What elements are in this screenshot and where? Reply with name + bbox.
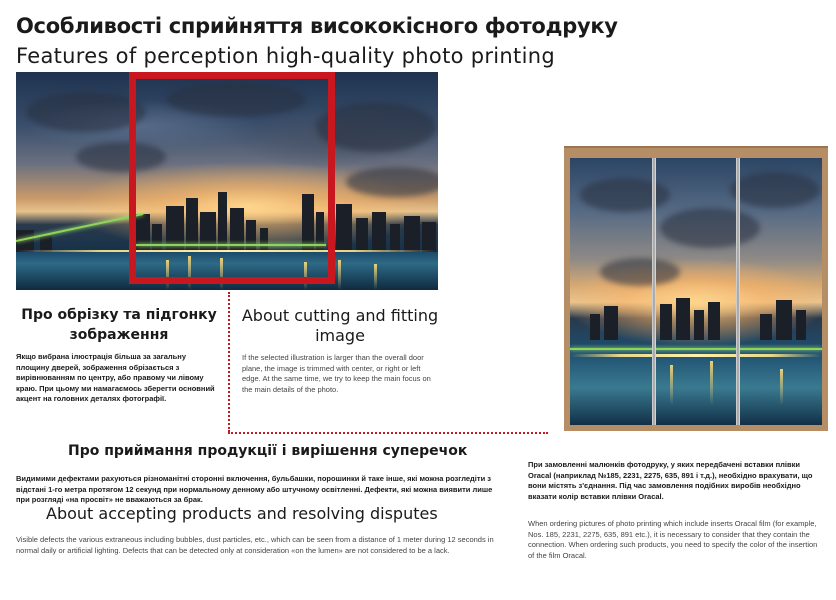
cutting-text-en: If the selected illustration is larger than the overall door plane, the image is trimmed with center, or right or left edge. At the same time, we try to keep the main focus on the main details of the photo. [242,353,431,394]
crop-frame [129,72,335,284]
accepting-heading-ua: Про приймання продукції і вирішення суперечок [68,443,468,459]
cutting-text-ua: Якщо вибрана ілюстрація більша за загальну площину дверей, зображення обрізається з вирівнюванням по центру, або правому чи лівому краю. При цьому ми намагаємось зберегти основний акцент на головних деталях фотографії. [16,352,215,403]
cutting-heading-ua: Про обрізку та підгонку зображення [21,307,217,343]
cutting-heading-en: About cutting and fitting image [241,306,439,345]
oracal-text-en: When ordering pictures of photo printing which include inserts Oracal film (for example, Nos. 185, 2231, 2275, 635, 891 etc.), it is necessary to consider that they contain the connection. When ordering such products, you need to specify the color of the insertion of the film Oracal. [528,519,818,560]
page-title-ua: Особливості сприйняття висококісного фотодруку [16,14,618,38]
accepting-text-en: Visible defects the various extraneous including bubbles, dust particles, etc., which can be seen from a distance of 1 meter during 12 seconds in normal daily or artificial lighting. Defects that can be detected only at consideration «on the lumen» are not considered to be a lack. [16,535,494,555]
oracal-text-ua: При замовленні малюнків фотодруку, у яких передбачені вставки плівки Oracal (наприклад №185, 2231, 2275, 635, 891 і т.д.), необхідно врахувати, що вони містять з'єднання. Під час замовлення подібних виробів необхідно вказати колір вставки плівки Oracal. [528,460,813,501]
divider-horizontal [228,432,548,434]
accepting-text-ua: Видимими дефектами рахуються різноманітні сторонні включення, бульбашки, порошинки й таке інше, які можна розгледіти з відстані 1-го метра протягом 12 секунд при нормальному денному або штучному освітленні. Дефекти, які можна виявити лише при розгляді «на просвіт» не вважаються за брак. [16,474,493,504]
accepting-heading-en: About accepting products and resolving disputes [46,504,438,523]
page-title-en: Features of perception high-quality photo printing [16,44,555,68]
divider-vertical [228,292,230,432]
wardrobe-photo [564,148,828,431]
